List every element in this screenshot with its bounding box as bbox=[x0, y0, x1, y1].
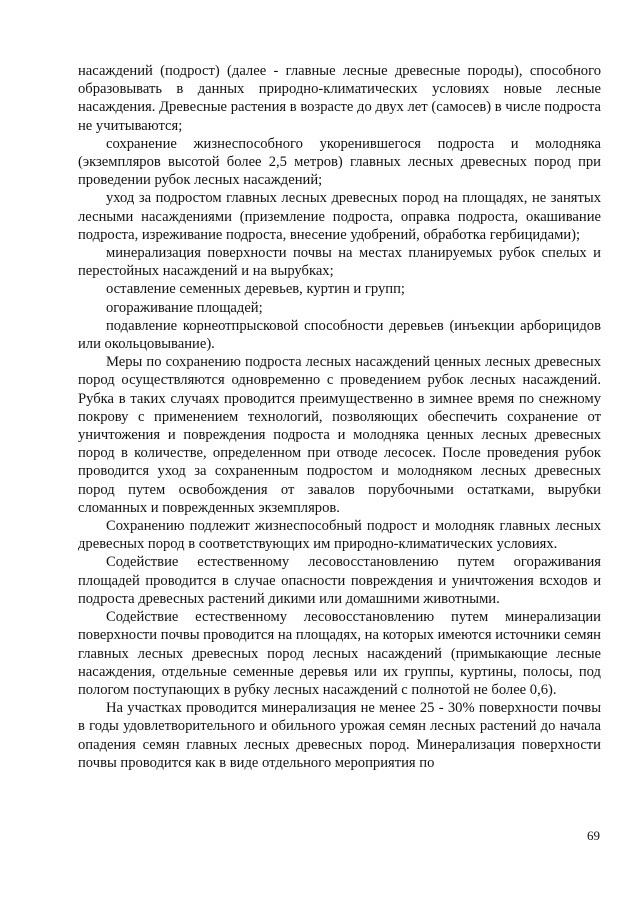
paragraph: подавление корнеотпрысковой способности деревьев (инъекции арборицидов или окольцовывание). bbox=[78, 317, 601, 353]
paragraph: сохранение жизнеспособного укоренившегося подроста и молодняка (экземпляров высотой более 2,5 метров) главных лесных древесных пород при проведении рубок лесных насаждений; bbox=[78, 135, 601, 189]
page-number: 69 bbox=[587, 828, 600, 843]
paragraph: Содействие естественному лесовосстановлению путем огораживания площадей проводится в случае опасности повреждения и уничтожения всходов и подроста древесных растений дикими или домашними животными. bbox=[78, 554, 601, 607]
paragraph: оставление семенных деревьев, куртин и групп; bbox=[106, 281, 405, 298]
paragraph: На участках проводится минерализация не менее 25 - 30% поверхности почвы в годы удовлетворительного и обильного урожая семян лесных растений до начала опадения семян главных лесных древесных пород. Минерализация поверхности почвы проводится как в виде отдельного мероприятия по bbox=[78, 700, 601, 771]
paragraph: Содействие естественному лесовосстановлению путем минерализации поверхности почвы проводится на площадях, на которых имеются источники семян главных лесных древесных пород лесных насаждений (примыкающие лесные насаждения, отдельные семенные деревья или их группы, куртины, полосы, под пологом поступающих в рубку лесных насаждений с полнотой не более 0,6). bbox=[78, 609, 601, 698]
paragraph: Меры по сохранению подроста лесных насаждений ценных лесных древесных пород осуществляются одновременно с проведением рубок лесных насаждений. Рубка в таких случаях проводится преимущественно в зимнее время по снежному покрову с применением технологий, позволяющих обеспечить сохранение от уничтожения и повреждения подроста и молодняка ценных лесных древесных пород в количестве, определенном при отводе лесосек. После проведения рубок проводится уход за сохраненным подростом и молодняком лесных древесных пород путем освобождения от завалов порубочными остатками, вырубки сломанных и поврежденных экземпляров. bbox=[78, 354, 601, 516]
paragraph: минерализация поверхности почвы на местах планируемых рубок спелых и перестойных насаждений и на вырубках; bbox=[78, 245, 601, 280]
paragraph: насаждений (подрост) (далее - главные лесные древесные породы), способного образовывать в данных природно-климатических условиях новые лесные насаждения. Древесные растения в возрасте до двух лет (самосев) в числе подроста не учитываются; bbox=[78, 63, 601, 134]
body-text bbox=[78, 62, 601, 772]
paragraph: уход за подростом главных лесных древесных пород на площадях, не занятых лесными насаждениями (приземление подроста, оправка подроста, окашивание подроста, изреживание подроста, внесение удобрений, обработка гербицидами); bbox=[78, 190, 601, 243]
paragraph: огораживание площадей; bbox=[106, 299, 263, 316]
paragraph: Сохранению подлежит жизнеспособный подрост и молодняк главных лесных древесных пород в соответствующих им природно-климатических условиях. bbox=[78, 518, 601, 553]
